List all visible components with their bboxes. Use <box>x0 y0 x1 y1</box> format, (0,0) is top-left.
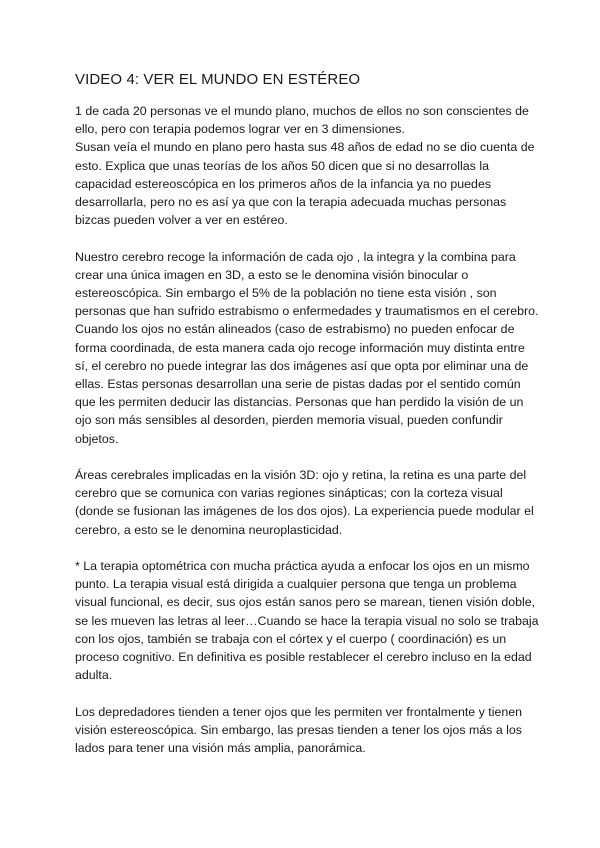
text-line: ello, pero con terapia podemos lograr ver en 3 dimensiones. <box>75 122 405 137</box>
text-line: bizcas pueden volver a ver en estéreo. <box>75 213 288 228</box>
paragraph-binocular-vision <box>75 248 539 448</box>
text-line: punto. La terapia visual está dirigida a cualquier persona que tenga un problema <box>75 577 517 592</box>
paragraph-intro <box>75 102 535 229</box>
text-line: desarrollarla, pero no es así ya que con la terapia adecuada muchas personas <box>75 195 507 210</box>
text-line: Susan veía el mundo en plano pero hasta sus 48 años de edad no se dio cuenta de <box>75 140 535 155</box>
text-line: proceso cognitivo. En definitiva es posible restablecer el cerebro incluso en la edad <box>75 650 532 665</box>
text-line: 1 de cada 20 personas ve el mundo plano, muchos de ellos no son conscientes de <box>75 104 529 118</box>
text-line: * La terapia optométrica con mucha práctica ayuda a enfocar los ojos en un mismo <box>75 559 530 574</box>
text-line: sí, el cerebro no puede integrar las dos imágenes así que opta por eliminar una de <box>75 358 529 373</box>
text-line: adulta. <box>75 668 113 683</box>
paragraph-brain-areas <box>75 466 535 539</box>
document-title: VIDEO 4: VER EL MUNDO EN ESTÉREO <box>75 71 361 88</box>
text-line: ojo son más sensibles al desorden, pierden memoria visual, pueden confundir <box>75 413 503 428</box>
text-line: objetos. <box>75 431 119 446</box>
text-line: que les permiten deducir las distancias. Personas que han perdido la visión de un <box>75 395 524 410</box>
text-line: Nuestro cerebro recoge la información de cada ojo , la integra y la combina para <box>75 249 516 264</box>
text-line: visión estereoscópica. Sin embargo, las presas tienden a tener los ojos más a los <box>75 722 522 737</box>
text-line: personas que han sufrido estrabismo o enfermedades y traumatismos en el cerebro. <box>75 304 539 319</box>
text-line: crear una única imagen en 3D, a esto se le denomina visión binocular o <box>75 267 469 282</box>
text-line: (donde se fusionan las imágenes de los dos ojos). La experiencia puede modular el <box>75 504 534 519</box>
text-line: estereoscópica. Sin embargo el 5% de la población no tiene esta visión , son <box>75 286 497 301</box>
document-body <box>75 102 539 775</box>
text-line: lados para tener una visión más amplia, panorámica. <box>75 741 366 756</box>
text-line: cerebro que se comunica con varias regiones sinápticas; con la corteza visual <box>75 486 503 501</box>
text-line: Los depredadores tienden a tener ojos que les permiten ver frontalmente y tienen <box>75 704 523 719</box>
text-line: forma coordinada, de esta manera cada ojo recoge información muy distinta entre <box>75 340 525 355</box>
text-line: Áreas cerebrales implicadas en la visión 3D: ojo y retina, la retina es una parte del <box>75 468 527 483</box>
text-line: visual funcional, es decir, sus ojos están sanos pero se marean, tienen visión doble, <box>75 595 536 610</box>
text-line: con los ojos, también se trabaja con el córtex y el cuerpo ( coordinación) es un <box>75 631 507 646</box>
text-line: esto. Explica que unas teorías de los años 50 dicen que si no desarrollas la <box>75 158 489 173</box>
text-line: cerebro, a esto se le denomina neuroplasticidad. <box>75 522 343 537</box>
paragraph-predators-prey <box>75 703 535 758</box>
text-line: capacidad estereoscópica en los primeros años de la infancia ya no puedes <box>75 176 492 191</box>
text-line: se les mueven las letras al leer…Cuando se hace la terapia visual no solo se trabaja <box>75 613 539 628</box>
text-line: Cuando los ojos no están alineados (caso de estrabismo) no pueden enfocar de <box>75 322 515 337</box>
paragraph-visual-therapy <box>75 557 539 684</box>
text-line: ellas. Estas personas desarrollan una serie de pistas dadas por el sentido común <box>75 377 521 392</box>
